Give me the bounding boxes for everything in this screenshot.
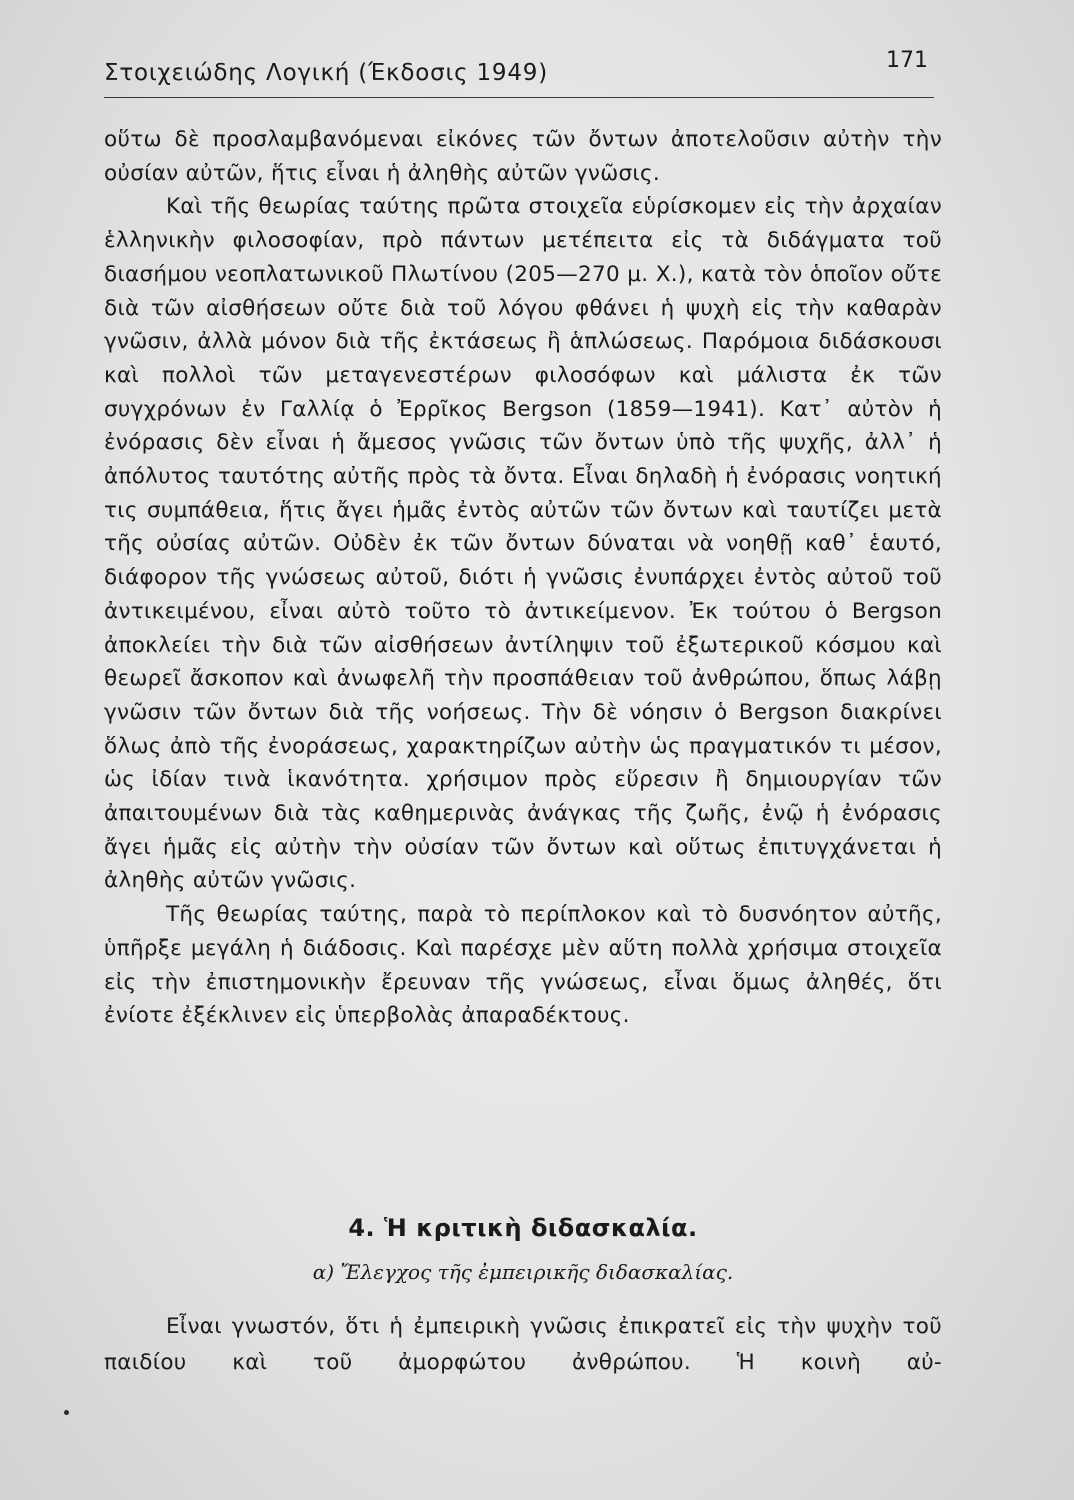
page-number: 171: [886, 48, 928, 73]
body-text: [104, 123, 942, 1033]
section-heading: 4. Ἡ κριτικὴ διδασκαλία.: [348, 1214, 698, 1242]
section-body: [104, 1309, 942, 1381]
paragraph-empirical: Εἶναι γνωστόν, ὅτι ἡ ἐμπειρικὴ γνῶσις ἐπικρατεῖ εἰς τὴν ψυχὴν τοῦ παιδίου καὶ τοῦ ἀμορφώτου ἀνθρώπου. Ἡ κοινὴ αὐ-: [104, 1314, 942, 1375]
running-head: Στοιχειώδης Λογική (Έκδοσις 1949): [104, 60, 549, 86]
page-header: [104, 48, 934, 90]
ink-speck: [64, 1410, 69, 1415]
paragraph-plotinus-bergson: Καὶ τῆς θεωρίας ταύτης πρῶτα στοιχεῖα εὑρίσκομεν εἰς τὴν ἀρχαίαν ἑλληνικὴν φιλοσοφίαν, πρὸ πάντων μετέπειτα εἰς τὰ διδάγματα τοῦ διασήμου νεοπλατωνικοῦ Πλωτίνου (205—270 μ. Χ.), κατὰ τὸν ὁποῖον οὔτε διὰ τῶν αἰσθήσεων οὔτε διὰ τοῦ λόγου φθάνει ἡ ψυχὴ εἰς τὴν καθαρὰν γνῶσιν, ἀλλὰ μόνον διὰ τῆς ἐκτάσεως ἢ ἁπλώσεως. Παρόμοια διδάσκουσι καὶ πολλοὶ τῶν μεταγενεστέρων φιλοσόφων καὶ μάλιστα ἐκ τῶν συγχρόνων ἐν Γαλλίᾳ ὁ Ἐρρῖκος Bergson (1859—1941). Κατ᾽ αὐτὸν ἡ ἐνόρασις δὲν εἶναι ἡ ἄμεσος γνῶσις τῶν ὄντων ὑπὸ τῆς ψυχῆς, ἀλλ᾽ ἡ ἀπόλυτος ταυτότης αὐτῆς πρὸς τὰ ὄντα. Εἶναι δηλαδὴ ἡ ἐνόρασις νοητική τις συμπάθεια, ἥτις ἄγει ἡμᾶς ἐντὸς αὐτῶν τῶν ὄντων καὶ ταυτίζει μετὰ τῆς οὐσίας αὐτῶν. Οὐδὲν ἐκ τῶν ὄντων δύναται νὰ νοηθῇ καθ᾽ ἑαυτό, διάφορον τῆς γνώσεως αὐτοῦ, διότι ἡ γνῶσις ἐνυπάρχει ἐντὸς αὐτοῦ τοῦ ἀντικειμένου, εἶναι αὐτὸ τοῦτο τὸ ἀντικείμενον. Ἐκ τούτου ὁ Bergson ἀποκλείει τὴν διὰ τῶν αἰσθήσεων ἀντίληψιν τοῦ ἐξωτερικοῦ κόσμου καὶ θεωρεῖ ἄσκοπον καὶ ἀνωφελῆ τὴν προσπάθειαν τοῦ ἀνθρώπου, ὅπως λάβῃ γνῶσιν τῶν ὄντων διὰ τῆς νοήσεως. Τὴν δὲ νόησιν ὁ Bergson διακρίνει ὅλως ἀπὸ τῆς ἐνοράσεως, χαρακτηρίζων αὐτὴν ὡς πραγματικόν τι μέσον, ὡς ἰδίαν τινὰ ἱκανότητα. χρήσιμον πρὸς εὕρεσιν ἢ δημιουργίαν τῶν ἀπαιτουμένων διὰ τὰς καθημερινὰς ἀνάγκας τῆς ζωῆς, ἐνῷ ἡ ἐνόρασις ἄγει ἡμᾶς εἰς αὐτὴν τὴν οὐσίαν τῶν ὄντων καὶ οὕτως ἐπιτυγχάνεται ἡ ἀληθὴς αὐτῶν γνῶσις.: [104, 194, 942, 894]
paragraph-diffusion: Τῆς θεωρίας ταύτης, παρὰ τὸ περίπλοκον καὶ τὸ δυσνόητον αὐτῆς, ὑπῆρξε μεγάλη ἡ διάδοσις. Καὶ παρέσχε μὲν αὕτη πολλὰ χρήσιμα στοιχεῖα εἰς τὴν ἐπιστημονικὴν ἔρευναν τῆς γνώσεως, εἶναι ὅμως ἀληθές, ὅτι ἐνίοτε ἐξέκλινεν εἰς ὑπερβολὰς ἀπαραδέκτους.: [104, 902, 942, 1029]
paragraph-continuation: οὕτω δὲ προσλαμβανόμεναι εἰκόνες τῶν ὄντων ἀποτελοῦσιν αὐτὴν τὴν οὐσίαν αὐτῶν, ἥτις εἶναι ἡ ἀληθὴς αὐτῶν γνῶσις.: [104, 127, 942, 186]
section-subheading: α) Ἔλεγχος τῆς ἐμπειρικῆς διδασκαλίας.: [312, 1260, 734, 1284]
header-rule: [104, 97, 934, 98]
